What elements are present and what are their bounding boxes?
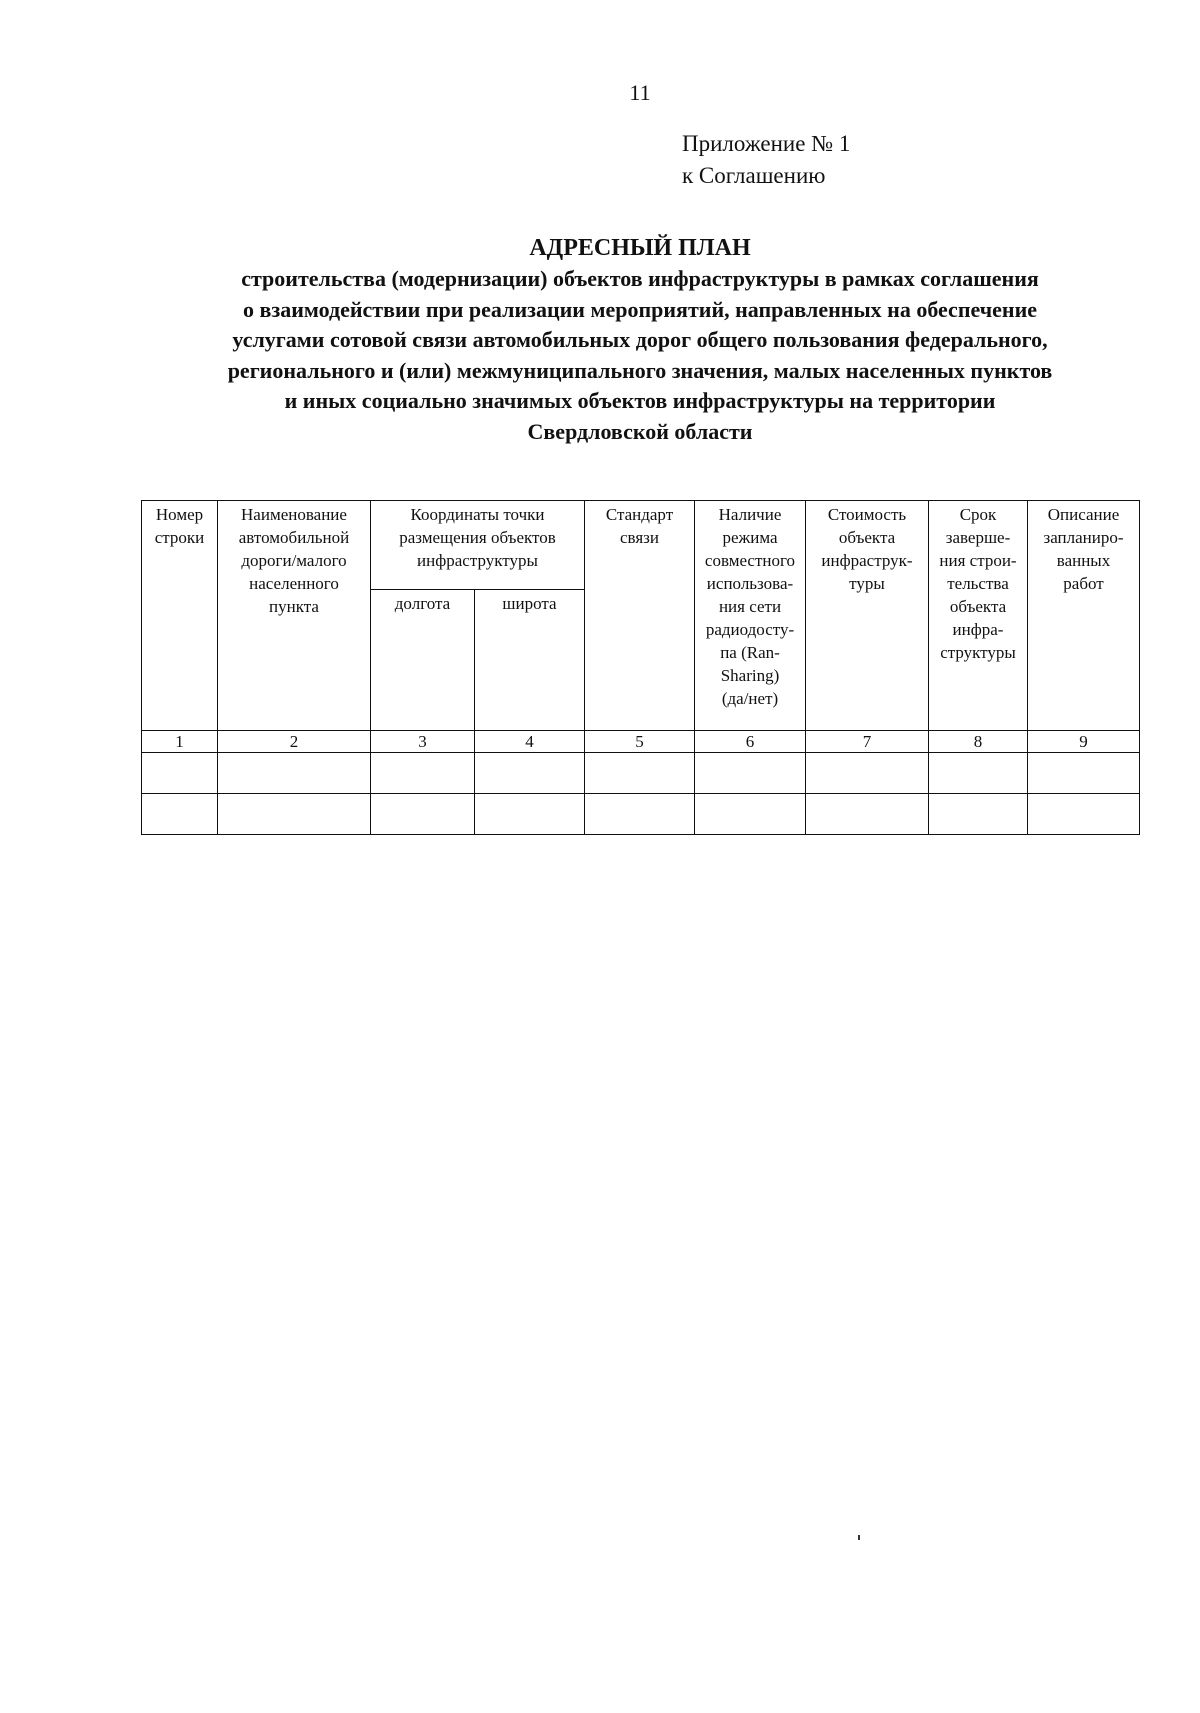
column-number: 3 (371, 731, 475, 753)
column-number: 5 (585, 731, 695, 753)
document-title: АДРЕСНЫЙ ПЛАН (529, 235, 751, 261)
appendix-line: к Соглашению (682, 163, 826, 188)
document-subtitle (140, 264, 1140, 447)
document-title-block (140, 232, 1140, 447)
table-cell (695, 753, 806, 794)
column-number-row (142, 731, 1140, 753)
appendix-reference (682, 128, 850, 192)
table-cell (218, 794, 371, 835)
header-latitude: широта (475, 590, 585, 731)
column-number: 7 (806, 731, 929, 753)
column-number: 9 (1028, 731, 1140, 753)
table-cell (695, 794, 806, 835)
address-plan-table (141, 500, 1140, 835)
header-row-number: Номер строки (142, 501, 218, 731)
page-number: 11 (629, 80, 651, 105)
table-cell (929, 794, 1028, 835)
table-cell (929, 753, 1028, 794)
scan-mark (858, 1535, 860, 1540)
column-number: 2 (218, 731, 371, 753)
table-cell (475, 753, 585, 794)
appendix-line: Приложение № 1 (682, 131, 851, 156)
table-cell (585, 753, 695, 794)
table-row (142, 794, 1140, 835)
table-cell (585, 794, 695, 835)
table-cell (806, 753, 929, 794)
column-number: 4 (475, 731, 585, 753)
subtitle-line: регионального и (или) межмуниципального значения, малых населенных пунктов (227, 357, 1053, 383)
subtitle-line: строительства (модернизации) объектов инфраструктуры в рамках соглашения (241, 266, 1039, 291)
table-cell (806, 794, 929, 835)
table-cell (142, 794, 218, 835)
subtitle-line: о взаимодействии при реализации мероприятий, направленных на обеспечение (242, 296, 1038, 322)
table-cell (218, 753, 371, 794)
header-communication-standard: Стандарт связи (585, 501, 695, 731)
table-cell (371, 794, 475, 835)
column-number: 1 (142, 731, 218, 753)
table-cell (1028, 794, 1140, 835)
table-header-row (142, 501, 1140, 590)
table-cell (475, 794, 585, 835)
header-ran-sharing: Наличие режима совместного использова- ния сети радиодосту- па (Ran- Sharing) (да/нет) (695, 501, 806, 731)
header-coordinates-group: Координаты точки размещения объектов инфраструктуры (371, 501, 585, 590)
table-cell (371, 753, 475, 794)
subtitle-line: Свердловской области (527, 418, 753, 444)
table-row (142, 753, 1140, 794)
table-cell (142, 753, 218, 794)
header-completion-date: Срок заверше- ния строи- тельства объекта инфра- структуры (929, 501, 1028, 731)
header-work-description: Описание запланиро- ванных работ (1028, 501, 1140, 731)
table-cell (1028, 753, 1140, 794)
column-number: 8 (929, 731, 1028, 753)
column-number: 6 (695, 731, 806, 753)
header-road-name: Наименование автомобильной дороги/малого населенного пункта (218, 501, 371, 731)
subtitle-line: и иных социально значимых объектов инфраструктуры на территории (284, 388, 996, 413)
subtitle-line: услугами сотовой связи автомобильных дорог общего пользования федерального, (232, 327, 1048, 352)
header-cost: Стоимость объекта инфраструк- туры (806, 501, 929, 731)
header-longitude: долгота (371, 590, 475, 731)
